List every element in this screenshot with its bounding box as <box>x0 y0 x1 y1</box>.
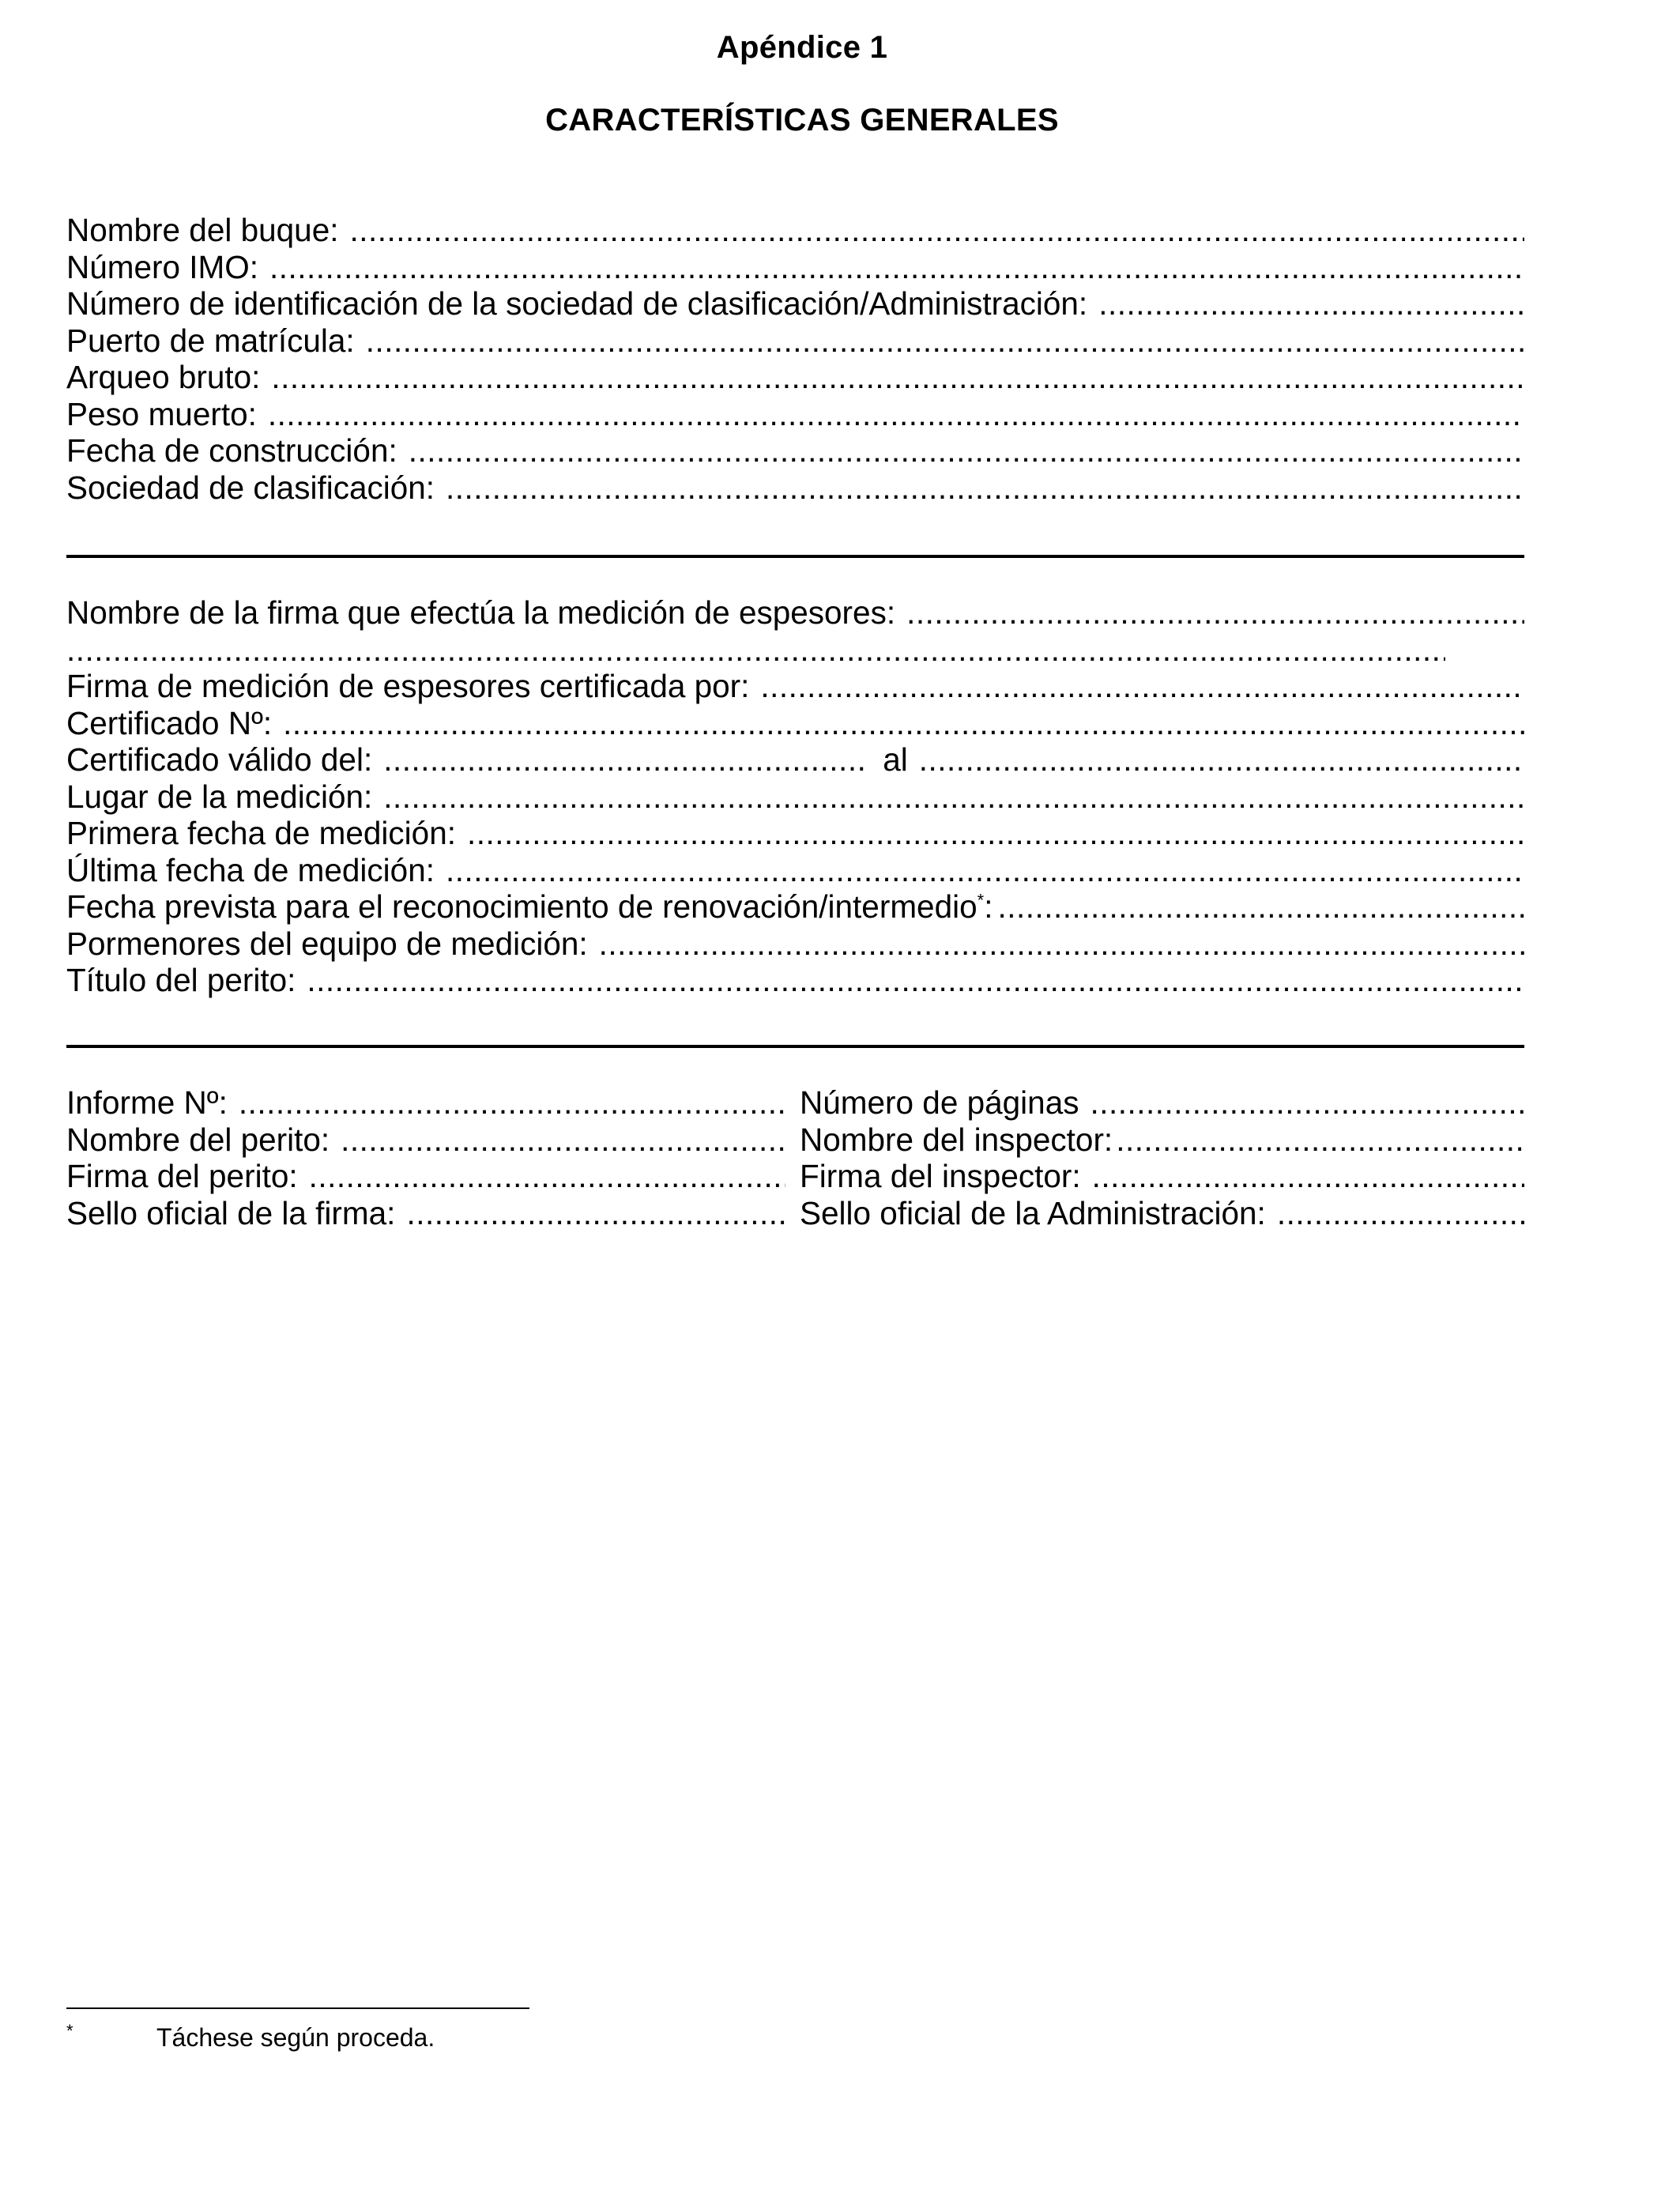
footnote-mark: * <box>66 2021 73 2041</box>
form-row-stamps <box>66 1195 1524 1232</box>
ship-particulars-section <box>66 212 1524 506</box>
field-label: Número de páginas <box>800 1084 1079 1121</box>
form-field-report-number <box>66 1084 785 1122</box>
fill-in-line[interactable] <box>239 1084 785 1122</box>
fill-in-line[interactable] <box>271 359 1524 396</box>
form-row-signatures <box>66 1158 1524 1195</box>
field-label: Última fecha de medición: <box>66 851 435 888</box>
field-label: Nombre del perito: <box>66 1121 330 1158</box>
field-label: Puerto de matrícula: <box>66 322 355 359</box>
field-label: Sello oficial de la firma: <box>66 1194 396 1231</box>
field-label: Sociedad de clasificación: <box>66 469 435 506</box>
fill-in-line[interactable] <box>599 925 1524 963</box>
form-field-survey-date <box>66 888 1524 925</box>
fill-in-line[interactable] <box>906 594 1524 631</box>
form-field-certified-by <box>66 668 1524 705</box>
footnote <box>66 2023 435 2053</box>
fill-in-line[interactable] <box>1116 1122 1524 1159</box>
footnote-separator <box>66 2007 529 2009</box>
field-label: Nombre de la firma que efectúa la medición de espesores: <box>66 594 896 631</box>
form-field-firm-stamp <box>66 1195 785 1232</box>
fill-in-line[interactable] <box>997 888 1524 925</box>
fill-in-line[interactable] <box>309 1158 785 1195</box>
field-label: Firma de medición de espesores certificada por: <box>66 668 750 704</box>
field-label: Nombre del inspector: <box>800 1121 1113 1158</box>
fill-in-line[interactable] <box>446 852 1524 889</box>
form-field-equipment <box>66 925 1524 963</box>
field-label: Informe Nº: <box>66 1084 228 1121</box>
field-label-to: al <box>883 741 908 778</box>
fill-in-line[interactable] <box>383 778 1524 816</box>
fill-in-line[interactable] <box>1092 1158 1524 1195</box>
form-field-class-society <box>66 469 1524 507</box>
field-label: Nombre del buque: <box>66 212 339 248</box>
fill-in-line[interactable] <box>406 1195 785 1232</box>
form-field-page-count <box>785 1084 1524 1122</box>
form-field-imo-number <box>66 249 1524 286</box>
fill-in-line[interactable] <box>409 432 1524 469</box>
appendix-subtitle: CARACTERÍSTICAS GENERALES <box>545 103 1059 138</box>
fill-in-line[interactable] <box>467 815 1524 852</box>
field-label: Fecha de construcción: <box>66 432 397 469</box>
form-field-build-date <box>66 432 1524 469</box>
form-field-surveyor-name <box>785 1122 1524 1159</box>
field-label: Firma del perito: <box>66 1158 298 1194</box>
field-label: Número IMO: <box>66 248 259 285</box>
appendix-title: Apéndice 1 <box>716 30 888 65</box>
field-label: Peso muerto: <box>66 395 257 432</box>
form-field-port-of-registry <box>66 322 1524 360</box>
report-signature-section <box>66 1084 1524 1231</box>
fill-in-line[interactable] <box>1098 285 1524 322</box>
field-label: Primera fecha de medición: <box>66 815 456 851</box>
form-field-last-date <box>66 852 1524 889</box>
field-label: Fecha prevista para el reconocimiento de renovación/intermedio*: <box>66 888 993 925</box>
field-label: Certificado Nº: <box>66 704 273 741</box>
form-field-measurement-place <box>66 778 1524 816</box>
form-field-operator-name <box>66 1122 785 1159</box>
form-row-names <box>66 1122 1524 1159</box>
fill-in-line[interactable] <box>446 469 1524 507</box>
form-field-admin-stamp <box>785 1195 1524 1232</box>
field-label: Sello oficial de la Administración: <box>800 1194 1266 1231</box>
form-field-certificate-number <box>66 705 1524 742</box>
measurement-firm-section <box>66 594 1524 999</box>
fill-in-line[interactable] <box>366 322 1524 360</box>
field-label: Lugar de la medición: <box>66 778 373 815</box>
form-field-gross-tonnage <box>66 359 1524 396</box>
section-divider <box>66 1045 1524 1048</box>
form-field-class-id <box>66 285 1524 322</box>
fill-in-line-to[interactable] <box>919 741 1524 778</box>
form-field-ship-name <box>66 212 1524 249</box>
form-row-report <box>66 1084 1524 1122</box>
fill-in-line[interactable] <box>283 705 1524 742</box>
form-field-deadweight <box>66 396 1524 433</box>
section-divider <box>66 555 1524 558</box>
form-field-operator-signature <box>66 1158 785 1195</box>
fill-in-line[interactable] <box>1090 1084 1524 1122</box>
footnote-text: Táchese según proceda. <box>156 2023 435 2052</box>
field-label: Certificado válido del: <box>66 741 373 778</box>
field-label: Título del perito: <box>66 962 296 998</box>
fill-in-line[interactable] <box>349 212 1524 249</box>
form-field-certificate-validity <box>66 741 1524 778</box>
form-field-operator-title <box>66 962 1524 999</box>
field-label: Pormenores del equipo de medición: <box>66 925 588 962</box>
fill-in-line[interactable] <box>269 249 1524 286</box>
fill-in-line[interactable] <box>307 962 1524 999</box>
fill-in-line[interactable] <box>760 668 1524 705</box>
field-label: Número de identificación de la sociedad de clasificación/Administración: <box>66 285 1088 322</box>
fill-in-line[interactable] <box>66 631 1445 669</box>
field-label: Firma del inspector: <box>800 1158 1081 1194</box>
fill-in-line[interactable] <box>268 396 1524 433</box>
fill-in-line-from[interactable] <box>383 741 864 778</box>
field-label: Arqueo bruto: <box>66 359 261 395</box>
form-field-firm-name <box>66 594 1524 631</box>
form-field-surveyor-signature <box>785 1158 1524 1195</box>
form-field-firm-name-continuation <box>66 631 1524 669</box>
fill-in-line[interactable] <box>1277 1195 1524 1232</box>
form-field-first-date <box>66 815 1524 852</box>
fill-in-line[interactable] <box>341 1122 785 1159</box>
footnote-reference: * <box>977 890 985 910</box>
